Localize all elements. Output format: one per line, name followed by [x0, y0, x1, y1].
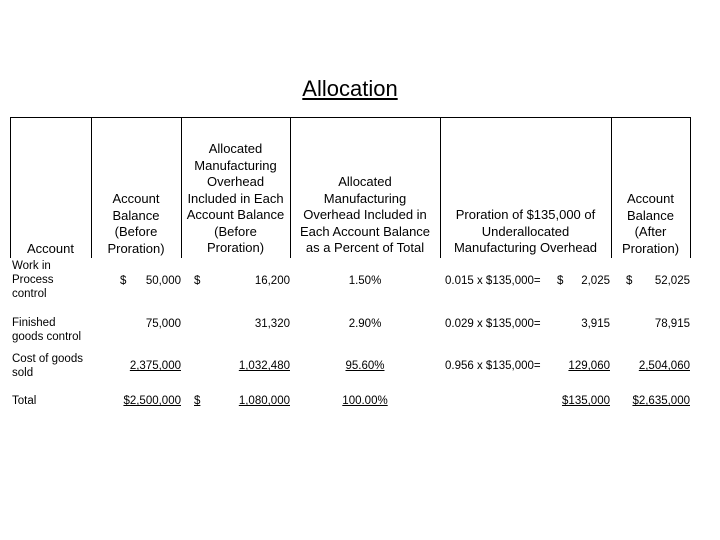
- header-line: (Before: [114, 224, 158, 239]
- header-allocated-included: [175, 141, 296, 257]
- header-account: [10, 241, 91, 258]
- column-divider-1: [10, 117, 11, 258]
- currency-symbol: $: [194, 395, 201, 407]
- balance-after-value: 52,025: [654, 275, 690, 287]
- header-balance-before: [91, 191, 181, 257]
- header-line: Balance: [627, 207, 674, 223]
- account-line: Cost of goods: [12, 353, 83, 365]
- header-line: (Before: [214, 223, 257, 239]
- total-label: Total: [12, 395, 37, 407]
- total-allocated: 1,080,000: [238, 395, 290, 407]
- header-line: Proration): [107, 240, 165, 256]
- currency-symbol: $: [120, 275, 127, 287]
- account-line: Work in: [12, 260, 51, 272]
- proration-amount: 3,915: [581, 318, 610, 330]
- header-line: Manufacturing: [194, 157, 277, 173]
- header-line: Manufacturing Overhead: [453, 240, 598, 255]
- account-line: sold: [12, 367, 34, 379]
- currency-symbol: $: [557, 275, 564, 287]
- total-percent: 100.00%: [342, 395, 388, 407]
- account-line: Process: [12, 274, 54, 286]
- table-row-account: [12, 316, 90, 344]
- account-line: goods control: [12, 331, 82, 343]
- header-line: Manufacturing: [323, 190, 407, 206]
- balance-before-value: 2,375,000: [129, 360, 181, 372]
- header-line: Overhead: [206, 174, 265, 189]
- header-proration: [440, 207, 611, 257]
- total-balance-before: $2,500,000: [123, 395, 181, 407]
- allocated-value: 16,200: [254, 275, 290, 287]
- allocated-value: 31,320: [254, 318, 290, 330]
- header-line: Account Balance: [186, 207, 285, 222]
- header-allocated-percent: [290, 174, 440, 257]
- header-line: Underallocated: [481, 223, 570, 239]
- percent-value: 2.90%: [348, 318, 382, 330]
- header-line: Each Account Balance: [299, 223, 431, 239]
- account-line: control: [12, 288, 47, 300]
- proration-formula: 0.029 x $135,000=: [445, 318, 541, 330]
- page-title: Allocation: [302, 76, 398, 101]
- balance-before-value: 75,000: [145, 318, 181, 330]
- proration-amount: 2,025: [581, 275, 610, 287]
- percent-value: 95.60%: [345, 360, 385, 372]
- account-line: Finished: [12, 317, 56, 329]
- currency-symbol: $: [626, 275, 633, 287]
- proration-formula: 0.956 x $135,000=: [445, 360, 541, 372]
- currency-symbol: $: [194, 275, 201, 287]
- header-line: (After: [634, 224, 667, 239]
- proration-amount: 129,060: [568, 360, 610, 372]
- balance-before-value: 50,000: [145, 275, 181, 287]
- proration-formula: 0.015 x $135,000=: [445, 275, 541, 287]
- percent-value: 1.50%: [348, 275, 382, 287]
- header-line: Proration of $135,000 of: [455, 207, 596, 222]
- total-proration-amount: $135,000: [562, 395, 610, 407]
- header-line: Proration): [621, 240, 680, 256]
- balance-after-value: 78,915: [654, 318, 690, 330]
- total-balance-after: $2,635,000: [632, 395, 690, 407]
- header-account-text: Account: [27, 241, 74, 256]
- header-line: Included in Each: [187, 190, 284, 206]
- table-row-account: [12, 352, 90, 380]
- balance-after-value: 2,504,060: [638, 360, 690, 372]
- header-line: Allocated: [338, 174, 392, 189]
- allocated-value: 1,032,480: [238, 360, 290, 372]
- header-line: Account: [627, 191, 674, 206]
- column-divider-7: [690, 117, 691, 258]
- header-line: as a Percent of Total: [305, 240, 425, 255]
- header-line: Account: [112, 191, 160, 206]
- header-line: Balance: [112, 207, 160, 223]
- header-balance-after: [611, 191, 690, 257]
- header-line: Allocated: [208, 141, 263, 156]
- header-line: Overhead Included in: [303, 207, 427, 222]
- header-line: Proration): [206, 240, 265, 255]
- table-row-account: [12, 259, 90, 301]
